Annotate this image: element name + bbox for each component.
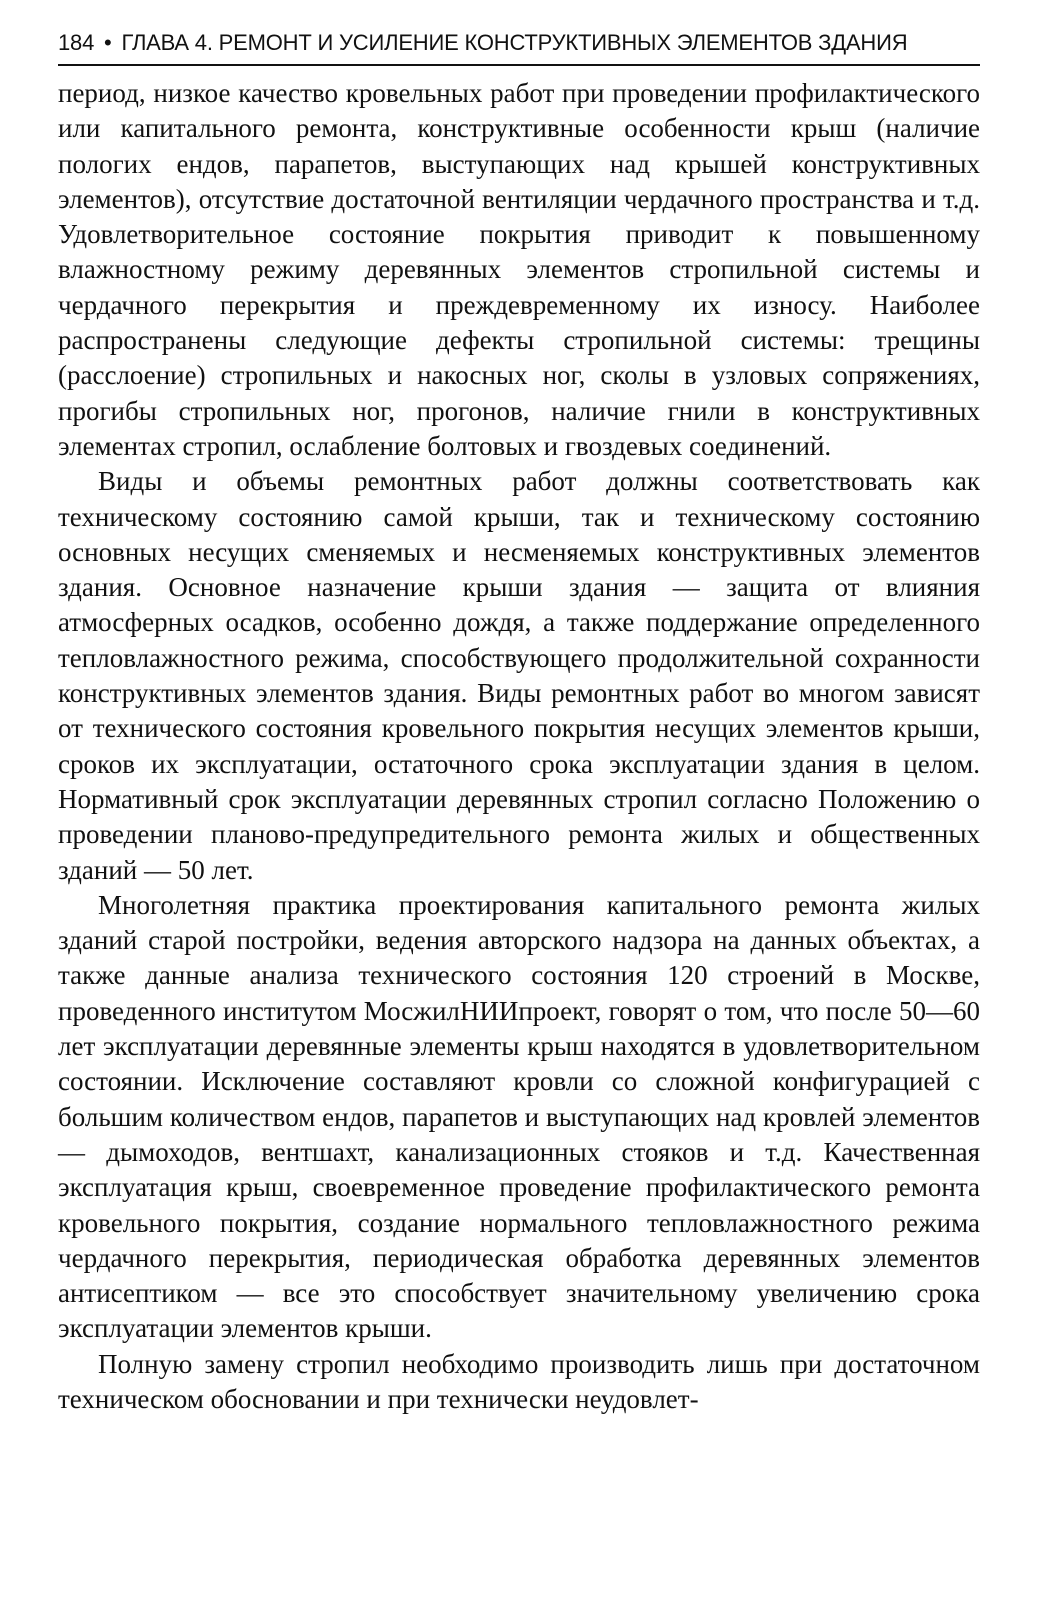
paragraph: Виды и объемы ремонтных работ должны соответствовать как техническому состоянию самой крыши, так и техническому состоянию основных несущих сменяемых и несменяемых конструктивных элементов здания. Основное назначение крыши здания — защита от влияния атмосферных осадков, особенно дождя, а также поддержание определенного тепловлажностного режима, способствующего продолжительной сохранности конструктивных элементов здания. Виды ремонтных работ во многом зависят от технического состояния кровельного покрытия несущих элементов крыши, сроков их эксплуатации, остаточного срока эксплуатации здания в целом. Нормативный срок эксплуатации деревянных стропил согласно Положению о проведении планово-предупредительного ремонта жилых и общественных зданий — 50 лет.	[58, 466, 980, 885]
bullet-separator: •	[104, 30, 112, 55]
chapter-title: РЕМОНТ И УСИЛЕНИЕ КОНСТРУКТИВНЫХ ЭЛЕМЕНТОВ ЗДАНИЯ	[218, 30, 908, 55]
paragraph: Многолетняя практика проектирования капитального ремонта жилых зданий старой постройки, ведения авторского надзора на данных объектах, а также данные анализа технического состояния 120 строений в Москве, проведенного институтом МосжилНИИпроект, говорят о том, что после 50—60 лет эксплуатации деревянные элементы крыш находятся в удовлетворительном состоянии. Исключение составляют кровли со сложной конфигурацией с большим количеством ендов, парапетов и выступающих над кровлей элементов — дымоходов, вентшахт, канализационных стояков и т.д. Качественная эксплуатация крыш, своевременное проведение профилактического ремонта кровельного покрытия, создание нормального тепловлажностного режима чердачного перекрытия, периодическая обработка деревянных элементов антисептиком — все это способствует значительному увеличению срока эксплуатации элементов крыши.	[58, 889, 980, 1344]
page-number: 184	[58, 30, 95, 55]
paragraph: период, низкое качество кровельных работ при проведении профилактического или капитального ремонта, конструктивные особенности крыш (наличие пологих ендов, парапетов, выступающих над крышей конструктивных элементов), отсутствие достаточной вентиляции чердачного пространства и т.д. Удовлетворительное состояние покрытия приводит к повышенному влажностному режиму деревянных элементов стропильной системы и чердачного перекрытия и преждевременному их износу. Наиболее распространены следующие дефекты стропильной системы: трещины (расслоение) стропильных и накосных ног, сколы в узловых сопряжениях, прогибы стропильных ног, прогонов, наличие гнили в конструктивных элементах стропил, ослабление болтовых и гвоздевых соединений.	[58, 78, 980, 461]
chapter-label: ГЛАВА 4.	[121, 30, 213, 55]
book-page	[58, 30, 980, 1417]
body-text	[58, 76, 980, 1417]
paragraph: Полную замену стропил необходимо производить лишь при достаточном техническом обосновании и при технически неудовлет-	[58, 1348, 980, 1414]
running-header	[58, 30, 980, 66]
